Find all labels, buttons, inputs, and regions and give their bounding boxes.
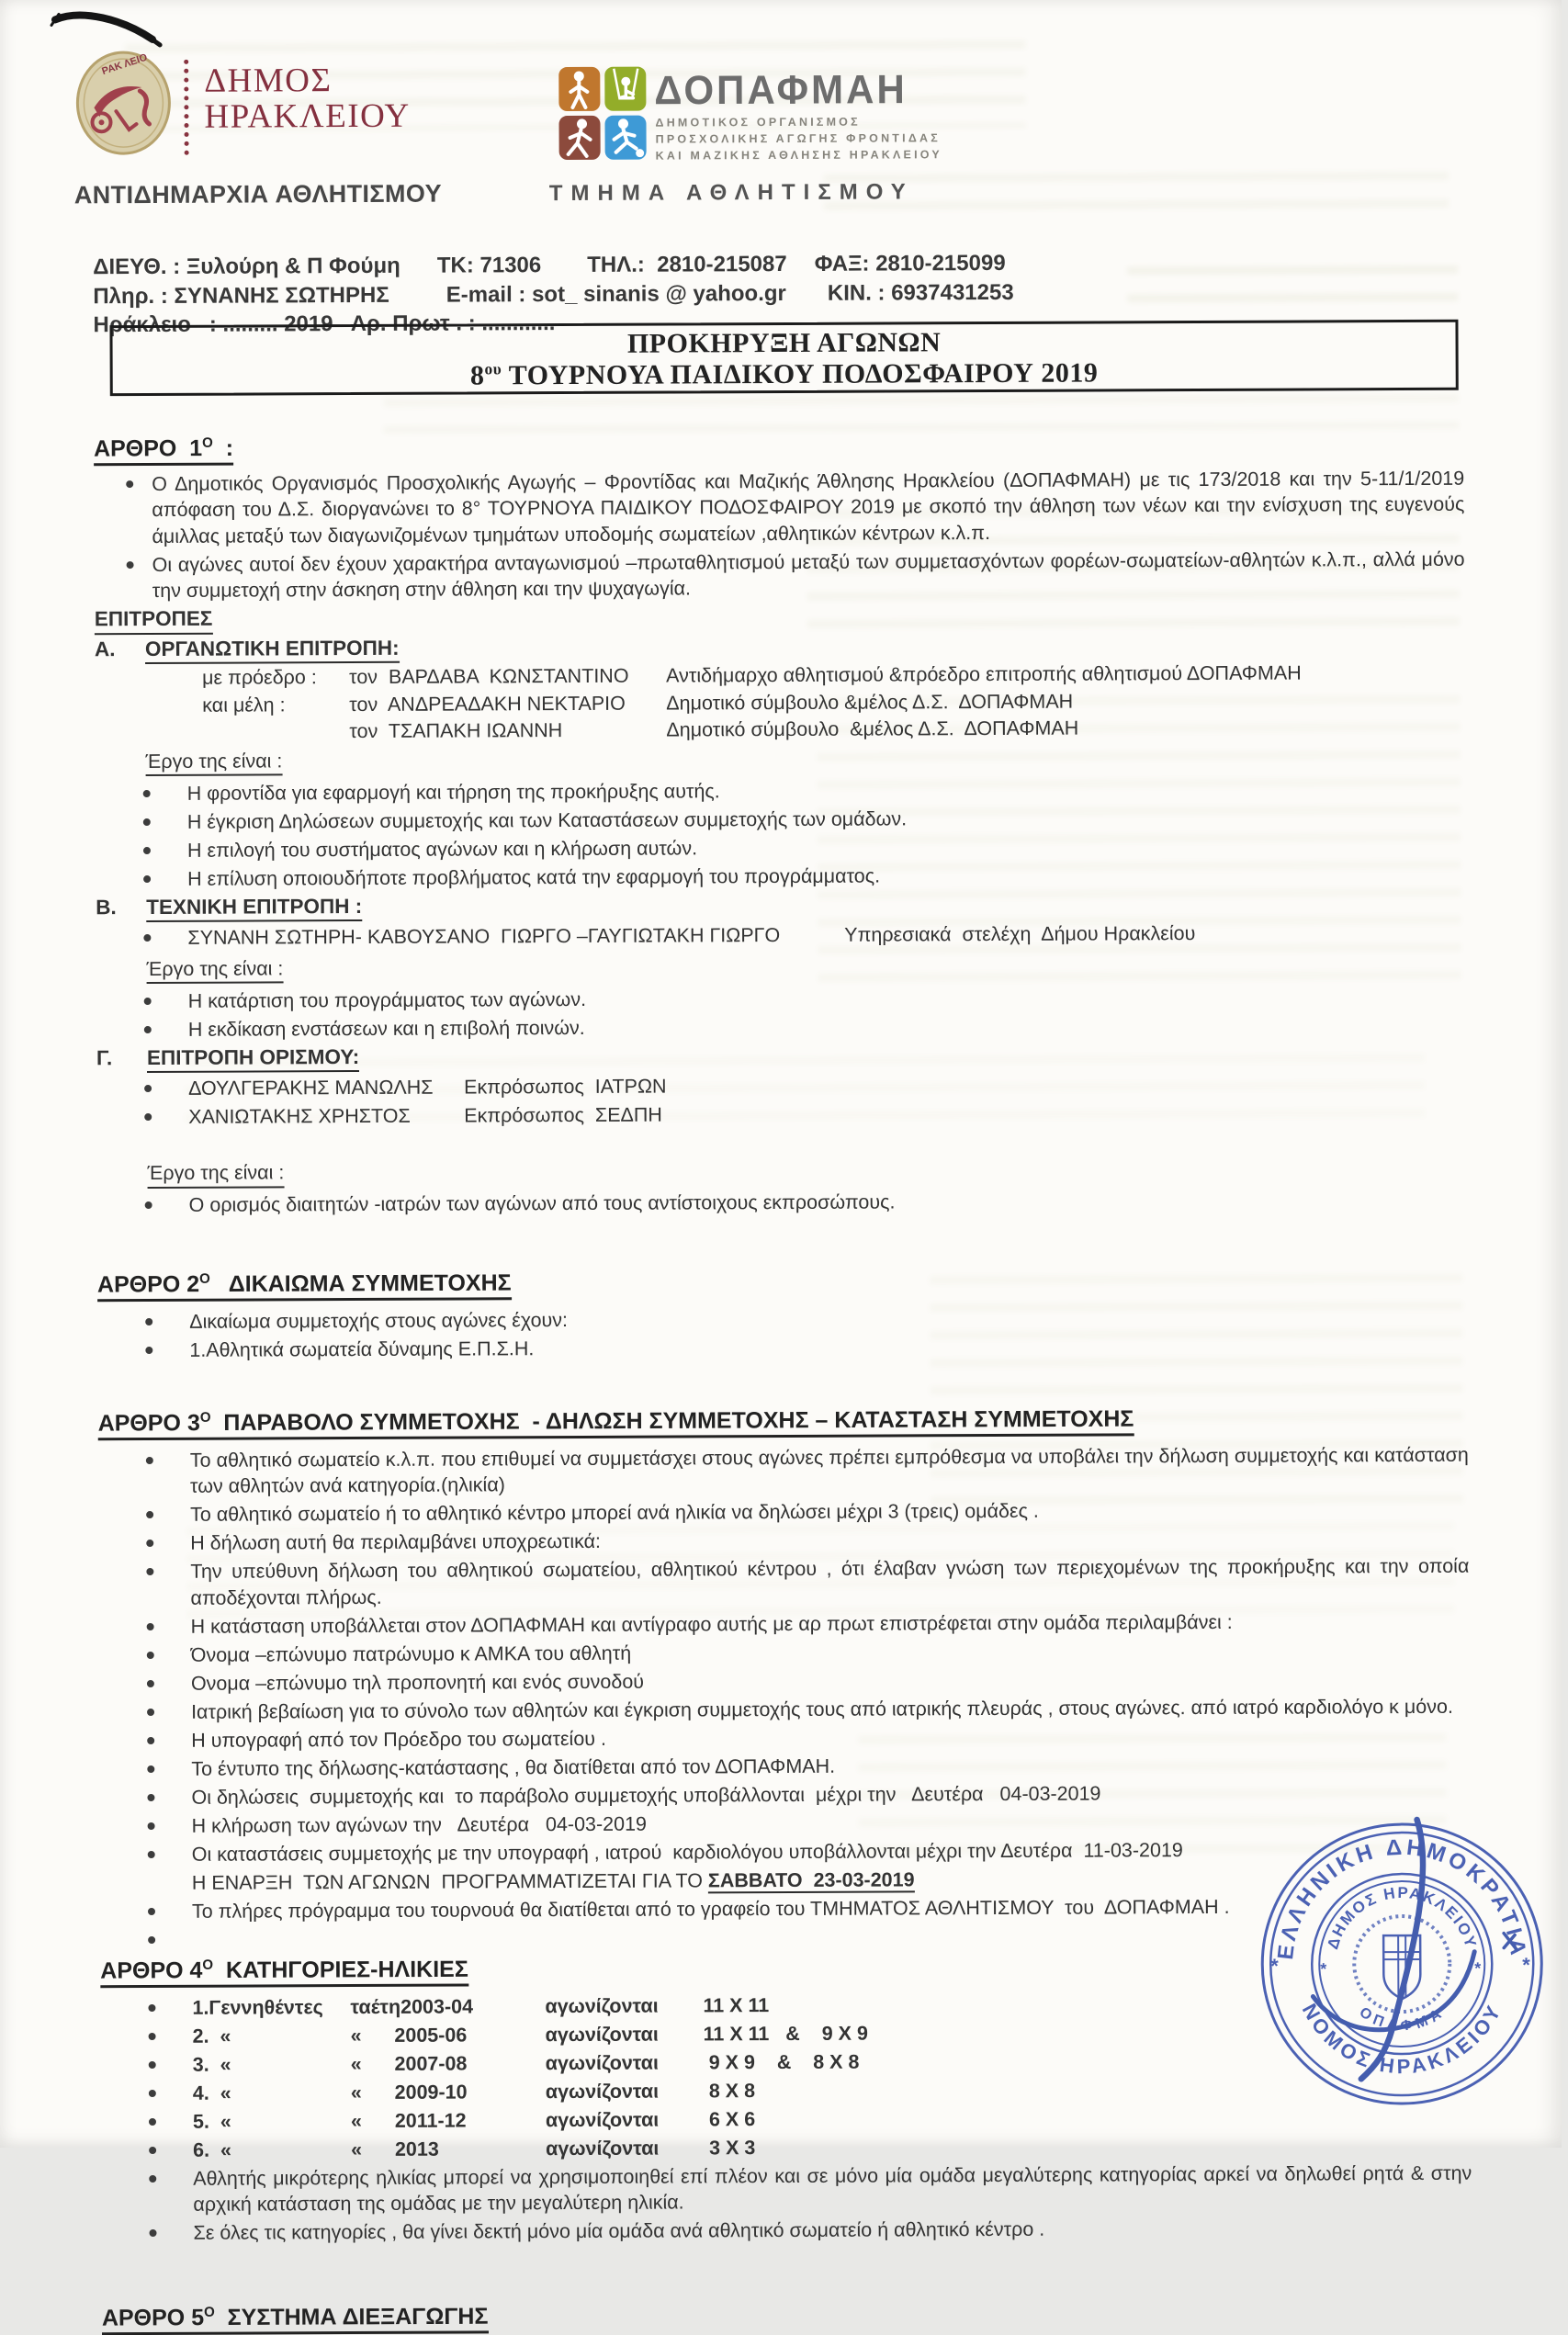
committees-heading: ΕΠΙΤΡΟΠΕΣ <box>95 606 213 635</box>
bullet-item: Η υπογραφή από τον Πρόεδρο του σωματείου . <box>99 1722 1470 1754</box>
committee-role: με πρόεδρο : <box>202 666 317 690</box>
contact-mobile: ΚΙΝ. : 6937431253 <box>827 279 1014 306</box>
committee-member-name: τον ΑΝΔΡΕΑΔΑΚΗ ΝΕΚΤΑΡΙΟ <box>349 692 626 716</box>
task-item: Ο ορισμός διαιτητών -ιατρών των αγώνων από τους αντίστοιχους εκπροσώπους. <box>97 1187 1468 1219</box>
bullet-item: Η κλήρωση των αγώνων την Δευτέρα 04-03-2019 <box>100 1808 1471 1840</box>
category-format: 8 Χ 8 <box>703 2079 756 2103</box>
announcement-title-box <box>109 320 1458 396</box>
article3-heading-sup: Ο <box>199 1409 211 1426</box>
committee-a-title: ΟΡΓΑΝΩΤΙΚΗ ΕΠΙΤΡΟΠΗ: <box>145 636 400 665</box>
org-acronym: ΔΟΠΑΦΜΑΗ <box>654 66 908 113</box>
article4-heading-tail: ΚΑΤΗΓΟΡΙΕΣ-ΗΛΙΚΙΕΣ <box>213 1956 468 1984</box>
left-department-title: ΑΝΤΙΔΗΜΑΡΧΙΑ ΑΘΛΗΤΙΣΜΟΥ <box>73 179 443 209</box>
task-item: Η κατάρτιση του προγράμματος των αγώνων. <box>96 983 1467 1015</box>
article4-heading-sup: Ο <box>202 1957 214 1973</box>
contact-fax: ΦΑΞ: 2810-215099 <box>814 250 1006 276</box>
committee-a-letter: Α. <box>94 637 116 661</box>
category-verb: αγωνίζονται <box>545 2051 660 2074</box>
committee-c-members-row <box>96 1099 1467 1131</box>
committee-b-tasks-label: Έργο της είναι : <box>146 955 283 984</box>
stamp-star-right: * <box>1522 1953 1530 1977</box>
walking-child-icon <box>558 67 600 111</box>
bullet-item: Την υπεύθυνη δήλωση του αθλητικού σωματείου, αθλητικού κέντρου , ότι έλαβαν γνώση των περιεχομένων της προκήρυξης και την οποία αποδέχονται πλήρως. <box>98 1553 1469 1612</box>
article4-bullets <box>101 2160 1472 2248</box>
article1-heading-tail: : <box>212 434 234 462</box>
municipality-name-line2: ΗΡΑΚΛΕΙΟΥ <box>204 96 411 136</box>
contact-email: E-mail : sot_ sinanis @ yahoo.gr <box>446 280 786 308</box>
contact-postal-code: ΤΚ: 71306 <box>436 253 542 278</box>
bullet-item: Το πλήρες πρόγραμμα του τουρνουά θα διατίθεται από το γραφείο του ΤΜΗΜΑΤΟΣ ΑΘΛΗΤΙΣΜΟΥ του ΔΟΠΑΦΜΑΗ . <box>100 1893 1471 1925</box>
committee-member-name: τον ΤΣΑΠΑΚΗ ΙΩΑΝΝΗ <box>349 719 563 743</box>
bullet-item: 1.Αθλητικά σωματεία δύναμης Ε.Π.Σ.Η. <box>97 1331 1468 1363</box>
category-index: 6. « <box>193 2138 232 2161</box>
article5-heading-tail: ΣΥΣΤΗΜΑ ΔΙΕΞΑΓΩΓΗΣ <box>214 2303 489 2330</box>
bleed-through-artifact <box>824 172 1449 211</box>
committee-a-row <box>202 660 1465 691</box>
committee-b-members <box>96 919 1466 952</box>
stamp-star-left: * <box>1270 1954 1279 1978</box>
municipality-name-line1: ΔΗΜΟΣ <box>204 62 333 100</box>
category-format: 3 Χ 3 <box>704 2136 756 2160</box>
category-verb: αγωνίζονται <box>546 2137 660 2160</box>
article2-heading-text: ΑΡΘΡΟ 2 <box>96 1270 200 1298</box>
article2-heading-tail: ΔΙΚΑΙΩΜΑ ΣΥΜΜΕΤΟΧΗΣ <box>209 1269 512 1297</box>
bleed-through-artifact <box>1127 265 1458 310</box>
committee-member-name: τον ΒΑΡΔΑΒΑ ΚΩΝΣΤΑΝΤΙΝΟ <box>349 665 629 689</box>
committee-b-header <box>96 889 1466 923</box>
municipality-emblem-icon <box>75 51 171 155</box>
bullet-item: Ο Δημοτικός Οργανισμός Προσχολικής Αγωγής – Φροντίδας και Μαζικής Άθλησης Ηρακλείου (ΔΟΠΑΦΜΑΗ) με τις 173/2018 και την 5-11/1/2019 απόφαση του Δ.Σ. διοργανώνει το 8° ΤΟΥΡΝΟΥΑ ΠΑΙΔΙΚΟΥ ΠΟΔΟΣΦΑΙΡΟΥ 2019 με σκοπό την άθληση των νέων και την ενίσχυση της ευγενούς άμιλλας μεταξύ των διαγωνιζομένων τμημάτων υποδομής σωματείων ,αθλητικών κέντρων κ.λ.π. <box>94 466 1464 550</box>
committee-member-title: Δημοτικό σύμβουλο &μέλος Δ.Σ. ΔΟΠΑΦΜΑΗ <box>666 690 1074 715</box>
official-round-stamp <box>1254 1815 1551 2112</box>
committee-role: και μέλη : <box>202 694 286 716</box>
article2-heading <box>97 1265 512 1302</box>
running-child-icon <box>558 116 600 160</box>
category-years: « 2007-08 <box>350 2052 468 2075</box>
article5-heading-text: ΑΡΘΡΟ 5 <box>101 2304 205 2331</box>
contact-phone: ΤΗΛ.: 2810-215087 <box>587 251 787 277</box>
header-divider <box>184 60 188 155</box>
right-department-title: ΤΜΗΜΑ ΑΘΛΗΤΙΣΜΟΥ <box>548 179 914 207</box>
committee-a-tasks <box>96 775 1467 893</box>
bullet-item: Το αθλητικό σωματείο κ.λ.π. που επιθυμεί να συμμετάσχει στους αγώνες πρέπει εμπρόθεσμα να υποβάλει την δήλωση συμμετοχής και κατάσταση των αθλητών ανά κατηγορία.(ηλικία) <box>98 1442 1469 1501</box>
org-subtitle-line1: ΔΗΜΟΤΙΚΟΣ ΟΡΓΑΝΙΣΜΟΣ <box>655 115 861 130</box>
bullet-item: Ιατρική βεβαίωση για το σύνολο των αθλητών και έγκριση συμμετοχής τους από ιατρικής πλευράς , στους αγώνες. από ιατρό καρδιολόγο κ μόνο. <box>99 1694 1470 1726</box>
category-row <box>101 2132 1472 2164</box>
committee-a-row <box>202 714 1465 745</box>
category-years: « 2009-10 <box>350 2081 468 2104</box>
org-subtitle-line2: ΠΡΟΣΧΟΛΙΚΗΣ ΑΓΩΓΗΣ ΦΡΟΝΤΙΔΑΣ <box>655 131 941 146</box>
category-index: 5. « <box>192 2110 231 2133</box>
article3-heading <box>98 1401 1134 1440</box>
committee-c-tasks <box>97 1187 1468 1219</box>
bullet-item: Το έντυπο της δήλωσης-κατάστασης , θα διατίθεται από τον ΔΟΠΑΦΜΑΗ. <box>99 1751 1470 1783</box>
category-index: 2. « <box>192 2025 231 2047</box>
bullet-item: Όνομα –επώνυμο πατρώνυμο κ ΑΜΚΑ του αθλητή <box>99 1637 1470 1669</box>
contact-line-2 <box>93 277 1013 310</box>
committee-b-tasks <box>96 983 1467 1043</box>
contact-address: ΔΙΕΥΘ. : Ξυλούρη & Π Φούμη <box>93 253 400 280</box>
committee-member-name: ΧΑΝΙΩΤΑΚΗΣ ΧΡΗΣΤΟΣ <box>188 1104 411 1128</box>
category-verb: αγωνίζονται <box>545 1994 659 2017</box>
committee-a-row <box>202 687 1465 718</box>
category-format: 6 Χ 6 <box>703 2107 756 2131</box>
article3-bullets <box>98 1442 1471 1868</box>
article1-bullets <box>94 466 1465 605</box>
category-verb: αγωνίζονται <box>545 2023 659 2046</box>
task-item: Η επίλυση οποιουδήποτε προβλήματος κατά την εφαρμογή του προγράμματος. <box>96 861 1466 893</box>
category-verb: αγωνίζονται <box>545 2108 660 2131</box>
committee-member-title: Εκπρόσωπος ΣΕΔΠΗ <box>464 1103 662 1127</box>
category-index: 1.Γεννηθέντες <box>192 1995 323 2019</box>
swing-child-icon <box>604 67 646 111</box>
committee-c-tasks-label: Έργο της είναι : <box>147 1160 284 1189</box>
org-subtitle-line3: ΚΑΙ ΜΑΖΙΚΗΣ ΑΘΛΗΣΗΣ ΗΡΑΚΛΕΙΟΥ <box>655 148 942 163</box>
article1-heading-sup: Ο <box>202 434 213 451</box>
article3-heading-tail: ΠΑΡΑΒΟΛΟ ΣΥΜΜΕΤΟΧΗΣ - ΔΗΛΩΣΗ ΣΥΜΜΕΤΟΧΗΣ – ΚΑΤΑΣΤΑΣΗ ΣΥΜΜΕΤΟΧΗΣ <box>210 1405 1134 1437</box>
category-format: 11 Χ 11 & 9 Χ 9 <box>703 2022 868 2046</box>
football-kick-icon <box>604 116 646 160</box>
task-item: Η φροντίδα για εφαρμογή και τήρηση της προκήρυξης αυτής. <box>96 775 1466 807</box>
article2-heading-sup: Ο <box>199 1270 210 1287</box>
task-item: Η επιλογή του συστήματος αγώνων και η κλήρωση αυτών. <box>96 832 1466 864</box>
stamp-inner-bottom-text: ΟΠΑΦΜΑ <box>1356 2003 1449 2035</box>
article2-bullets <box>97 1303 1468 1363</box>
emblem-letters: ΡΑΚ ΛΕΙΟ <box>100 51 149 78</box>
article5-heading-sup: Ο <box>204 2304 215 2320</box>
announcement-subtitle <box>113 355 1456 393</box>
committee-member-title: Αντιδήμαρχο αθλητισμού &πρόεδρο επιτροπής αθλητισμού ΔΟΠΑΦΜΑΗ <box>666 661 1302 687</box>
municipality-name <box>204 62 411 135</box>
committee-a-tasks-label: Έργο της είναι : <box>145 748 282 776</box>
dopafmah-logo <box>558 67 646 160</box>
article1-heading-text: ΑΡΘΡΟ 1 <box>93 435 203 462</box>
category-index: 3. « <box>192 2053 231 2076</box>
stamp-inner-top-text: ΔΗΜΟΣ ΗΡΑΚΛΕΙΟΥ <box>1324 1883 1481 1952</box>
committee-c-header <box>96 1040 1467 1074</box>
article4-heading <box>100 1951 468 1988</box>
category-years: « 2013 <box>351 2138 439 2160</box>
tournament-ordinal: ου <box>484 359 502 378</box>
bullet-item: Ονομα –επώνυμο τηλ προπονητή και ενός συνοδού <box>99 1665 1470 1698</box>
contact-line-1 <box>93 249 1013 282</box>
task-item: Η έγκριση Δηλώσεων συμμετοχής και των Καταστάσεων συμμετοχής των ομάδων. <box>96 804 1466 836</box>
stamp-outer-bottom-text: ΝΟΜΟΣ ΗΡΑΚΛΕΙΟΥ <box>1297 1999 1507 2079</box>
committee-b-members-row <box>96 919 1466 952</box>
bullet-item: Η δήλωση αυτή θα περιλαμβάνει υποχρεωτικά: <box>98 1525 1469 1557</box>
bullet-item: Οι δηλώσεις συμμετοχής και το παράβολο συμμετοχής υποβάλλονται μέχρι την Δευτέρα 04-03-2019 <box>99 1779 1470 1811</box>
bullet-item: Οι καταστάσεις συμμετοχής με την υπογραφή , ιατρού καρδιολόγου υποβάλλονται μέχρι την Δευτέρα 11-03-2019 <box>100 1836 1471 1868</box>
category-verb: αγωνίζονται <box>545 2080 660 2103</box>
category-years: « 2011-12 <box>350 2109 467 2132</box>
committee-c-members-row <box>96 1070 1467 1102</box>
bullet-item: Αθλητής μικρότερης ηλικίας μπορεί να χρησιμοποιηθεί επί πλέον και σε μόνο μία ομάδα μεγαλύτερης κατηγορίας αρκεί να δηλωθεί ρητά & στην αρχική κατάσταση της ομάδας με την μεγαλύτερη ηλικία. <box>101 2160 1472 2219</box>
bullet-item: Σε όλες τις κατηγορίες , θα γίνει δεκτή μόνο μία ομάδα ανά αθλητικό σωματείο ή αθλητικό κέντρο . <box>101 2215 1472 2247</box>
bullet-item: Το αθλητικό σωματείο ή το αθλητικό κέντρο μπορεί ανά ηλικία να δηλώσει μέχρι 3 (τρεις) ομάδες . <box>98 1496 1469 1528</box>
stamp-star-inner-right: * <box>1474 1958 1482 1978</box>
bullet-item: Η κατάσταση υποβάλλεται στον ΔΟΠΑΦΜΑΗ και αντίγραφο αυτής με αρ πρωτ επιστρέφεται στην ομάδα περιλαμβάνει : <box>99 1608 1470 1641</box>
committee-role <box>202 718 349 745</box>
bullet-item: Δικαίωμα συμμετοχής στους αγώνες έχουν: <box>97 1303 1468 1335</box>
committee-c-members <box>96 1070 1467 1131</box>
committee-member-title: Εκπρόσωπος ΙΑΤΡΩΝ <box>464 1075 667 1099</box>
committee-c-title: ΕΠΙΤΡΟΠΗ ΟΡΙΣΜΟΥ: <box>147 1044 359 1074</box>
committee-a-header <box>95 631 1465 665</box>
committee-member-names: ΣΥΝΑΝΗ ΣΩΤΗΡΗ- ΚΑΒΟΥΣΑΝΟ ΓΙΩΡΓΟ –ΓΑΥΓΙΩΤΑΚΗ ΓΙΩΡΓΟ <box>187 923 781 949</box>
tournament-name: ΤΟΥΡΝΟΥΑ ΠΑΙΔΙΚΟΥ ΠΟΔΟΣΦΑΙΡΟΥ 2019 <box>502 357 1099 391</box>
stamp-star-inner-left: * <box>1320 1959 1327 1979</box>
contact-person: Πληρ. : ΣΥΝΑΝΗΣ ΣΩΤΗΡΗΣ <box>93 282 389 309</box>
tournament-number: 8 <box>469 360 485 391</box>
committee-member-title: Δημοτικό σύμβουλο &μέλος Δ.Σ. ΔΟΠΑΦΜΑΗ <box>666 716 1079 741</box>
committee-b-title: ΤΕΧΝΙΚΗ ΕΠΙΤΡΟΠΗ : <box>146 894 362 923</box>
announcement-title: ΠΡΟΚΗΡΥΞΗ ΑΓΩΝΩΝ <box>626 327 942 359</box>
category-years: ταέτη2003-04 <box>350 1995 474 2018</box>
tournament-start-date: ΣΑΒΒΑΤΟ 23-03-2019 <box>707 1868 915 1892</box>
article1-heading <box>94 431 233 466</box>
task-item: Η εκδίκαση ενστάσεων και η επιβολή ποινών. <box>96 1011 1467 1043</box>
committee-b-letter: Β. <box>96 895 117 919</box>
committee-member-name: ΔΟΥΛΓΕΡΑΚΗΣ ΜΑΝΩΛΗΣ <box>188 1076 434 1100</box>
article4-heading-text: ΑΡΘΡΟ 4 <box>100 1957 203 1984</box>
category-format: 9 Χ 9 & 8 Χ 8 <box>703 2050 860 2074</box>
protocol-line: Ηράκλειο : ......... 2019 Αρ. Πρωτ . : ............ <box>93 310 556 338</box>
article3-heading-text: ΑΡΘΡΟ 3 <box>97 1410 200 1437</box>
committee-c-letter: Γ. <box>96 1046 113 1070</box>
stamp-outer-top-text: ΕΛΛΗΝΙΚΗ ΔΗΜΟΚΡΑΤΙΑ <box>1273 1834 1531 1961</box>
committee-members-note: Υπηρεσιακά στελέχη Δήμου Ηρακλείου <box>844 921 1196 946</box>
tournament-start-text: Η ΕΝΑΡΞΗ ΤΩΝ ΑΓΩΝΩΝ ΠΡΟΓΡΑΜΜΑΤΙΖΕΤΑΙ ΓΙΑ ΤΟ <box>191 1869 708 1894</box>
category-years: « 2005-06 <box>350 2024 468 2047</box>
bullet-item: Οι αγώνες αυτοί δεν έχουν χαρακτήρα ανταγωνισμού –πρωταθλητισμού μεταξύ των συμμετασχόντων φορέων-σωματείων-αθλητών κ.λ.π., αλλά μόνο την συμμετοχή στην άσκηση στην άθληση και την ψυχαγωγία. <box>95 547 1465 605</box>
category-index: 4. « <box>192 2081 231 2104</box>
category-format: 11 Χ 11 <box>703 1993 770 2017</box>
article5-heading <box>102 2298 489 2335</box>
